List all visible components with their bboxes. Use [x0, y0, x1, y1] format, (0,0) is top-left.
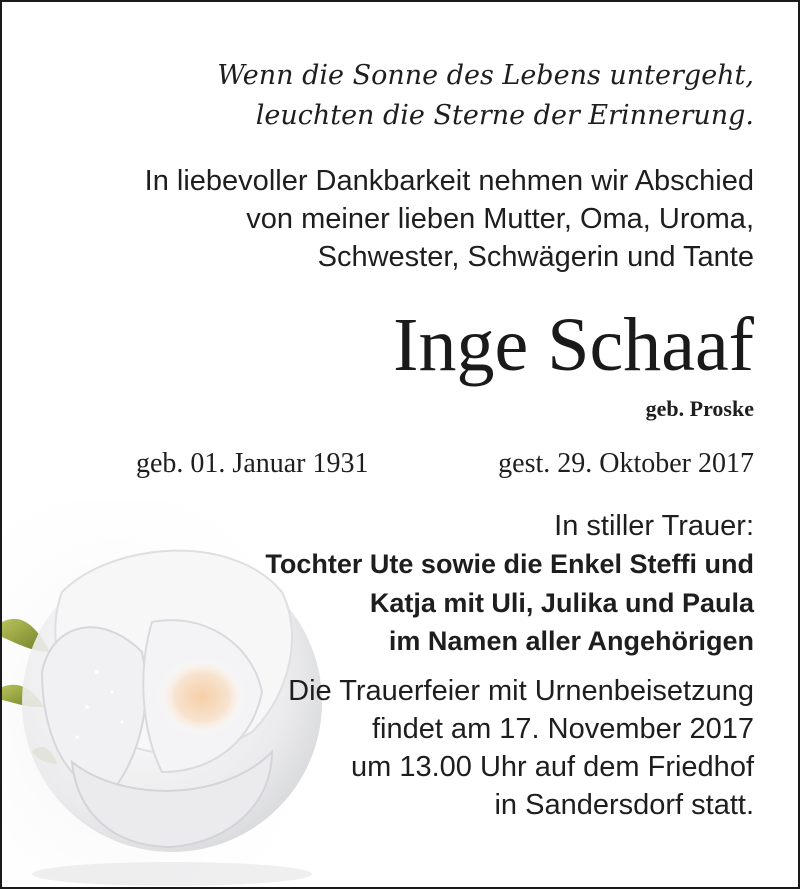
birth-date: geb. 01. Januar 1931: [136, 448, 369, 479]
death-date: gest. 29. Oktober 2017: [498, 448, 754, 479]
motto-line-1: Wenn die Sonne des Lebens untergeht,: [217, 60, 754, 91]
motto-line-2: leuchten die Sterne der Erinnerung.: [255, 100, 754, 131]
mourners-line-3: im Namen aller Angehörigen: [388, 626, 754, 656]
intro-line-3: Schwester, Schwägerin und Tante: [317, 241, 754, 273]
funeral-line-2: findet am 17. November 2017: [371, 713, 754, 745]
intro-line-1: In liebevoller Dankbarkeit nehmen wir Abschied: [144, 165, 754, 197]
mourners-intro: In stiller Trauer:: [554, 510, 754, 542]
intro-line-2: von meiner lieben Mutter, Oma, Uroma,: [246, 203, 754, 235]
funeral-line-4: in Sandersdorf statt.: [494, 789, 754, 821]
maiden-name: geb. Proske: [645, 396, 754, 421]
mourners-line-1: Tochter Ute sowie die Enkel Steffi und: [265, 549, 754, 579]
funeral-line-3: um 13.00 Uhr auf dem Friedhof: [351, 751, 754, 783]
funeral-line-1: Die Trauerfeier mit Urnenbeisetzung: [288, 675, 754, 707]
mourners-line-2: Katja mit Uli, Julika und Paula: [369, 588, 754, 618]
deceased-name: Inge Schaaf: [393, 303, 754, 387]
